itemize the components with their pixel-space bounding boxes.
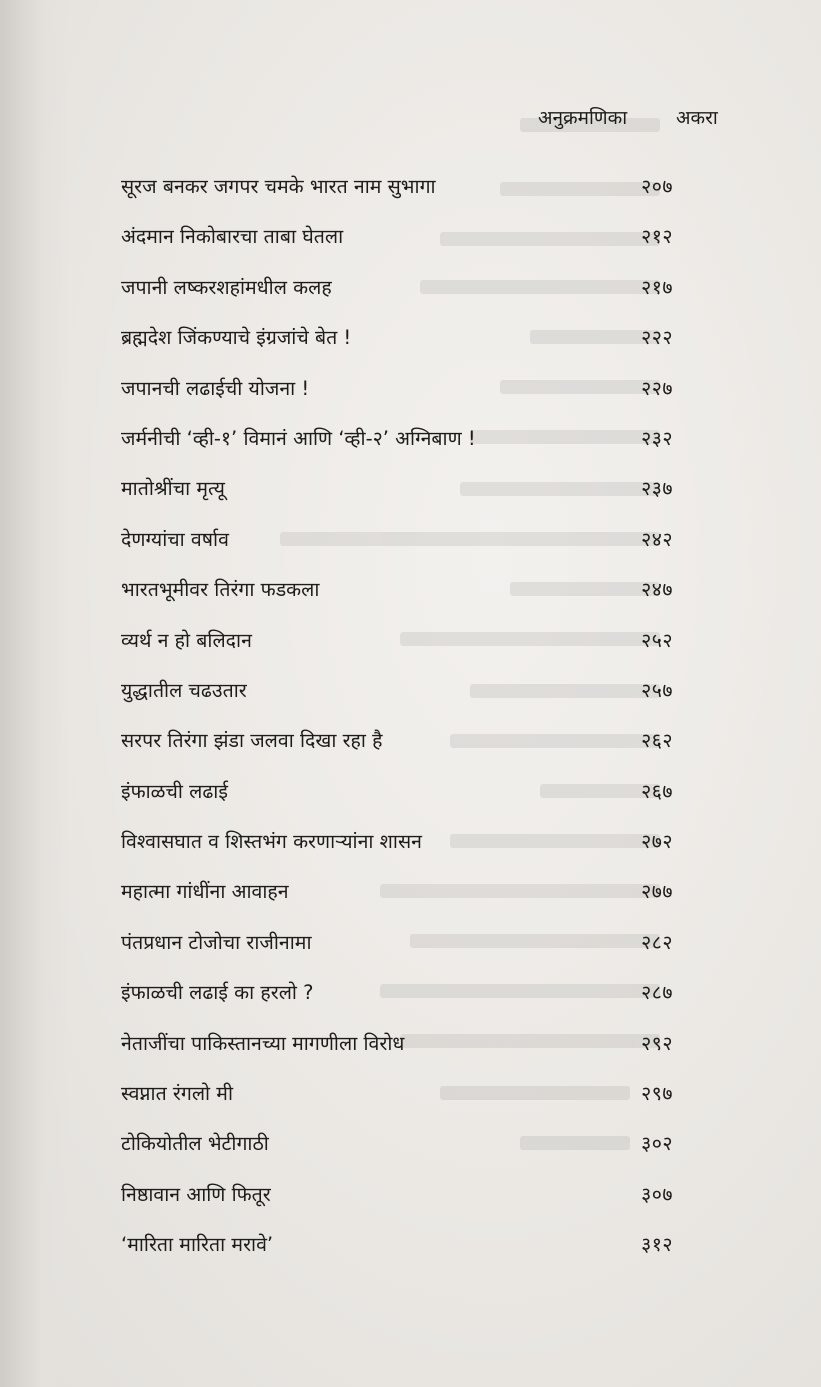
chapter-page-number: २५७ <box>641 678 673 702</box>
chapter-page-number: ३०२ <box>641 1132 673 1156</box>
page-header <box>538 104 738 134</box>
chapter-title: टोकियोतील भेटीगाठी <box>121 1132 269 1156</box>
running-title: अनुक्रमणिका <box>538 107 628 129</box>
chapter-title: पंतप्रधान टोजोचा राजीनामा <box>121 930 312 954</box>
chapter-page-number: २१२ <box>641 225 673 249</box>
chapter-page-number: २९२ <box>641 1031 673 1055</box>
chapter-page-number: २३७ <box>641 477 673 501</box>
toc-entry <box>121 273 681 323</box>
toc-entry <box>121 525 681 575</box>
chapter-page-number: ३०७ <box>641 1182 673 1206</box>
chapter-page-number: २४७ <box>641 578 673 602</box>
chapter-title: नेताजींचा पाकिस्तानच्या मागणीला विरोध <box>121 1031 405 1055</box>
chapter-title: इंफाळची लढाई का हरलो ? <box>121 981 314 1005</box>
chapter-page-number: २६२ <box>641 729 673 753</box>
chapter-title: सरपर तिरंगा झंडा जलवा दिखा रहा है <box>121 729 383 753</box>
toc-entry <box>121 474 681 524</box>
chapter-page-number: २८७ <box>641 981 673 1005</box>
chapter-page-number: २७७ <box>641 880 673 904</box>
chapter-title: व्यर्थ न हो बलिदान <box>121 628 252 652</box>
toc-entry <box>121 726 681 776</box>
chapter-page-number: २०७ <box>641 175 673 198</box>
chapter-page-number: २७२ <box>641 830 673 854</box>
chapter-title: युद्धातील चढउतार <box>121 678 247 702</box>
chapter-title: महात्मा गांधींना आवाहन <box>121 880 289 904</box>
chapter-title: मातोश्रींचा मृत्यू <box>121 477 225 501</box>
toc-entry <box>121 827 681 877</box>
toc-entry <box>121 222 681 272</box>
toc-entry <box>121 374 681 424</box>
toc-entry <box>121 1079 681 1129</box>
chapter-title: ब्रह्मदेश जिंकण्याचे इंग्रजांचे बेत ! <box>121 326 352 350</box>
chapter-page-number: २२२ <box>641 326 673 350</box>
binding-gutter-shadow <box>0 0 70 1387</box>
toc-entry <box>121 172 681 222</box>
chapter-page-number: २२७ <box>641 376 673 400</box>
chapter-page-number: २३२ <box>641 426 673 450</box>
toc-entry <box>121 928 681 978</box>
chapter-page-number: २५२ <box>641 628 673 652</box>
chapter-title: अंदमान निकोबारचा ताबा घेतला <box>121 225 344 249</box>
toc-entry <box>121 1029 681 1079</box>
chapter-page-number: २१७ <box>641 275 673 299</box>
toc-entry <box>121 323 681 373</box>
chapter-title: जर्मनीची ‘व्ही-१’ विमानं आणि ‘व्ही-२’ अग्निबाण ! <box>121 426 476 450</box>
chapter-page-number: ३१२ <box>641 1233 673 1257</box>
chapter-title: स्वप्नात रंगलो मी <box>121 1082 234 1106</box>
chapter-title: सूरज बनकर जगपर चमके भारत नाम सुभागा <box>121 175 436 198</box>
toc-entry <box>121 676 681 726</box>
toc-entry <box>121 424 681 474</box>
chapter-page-number: २४२ <box>641 527 673 551</box>
chapter-title: इंफाळची लढाई <box>121 779 228 803</box>
toc-entry <box>121 1180 681 1230</box>
toc-entry <box>121 1129 681 1179</box>
toc-entry <box>121 1230 681 1280</box>
page-number-label: अकरा <box>676 107 718 129</box>
chapter-page-number: २९७ <box>641 1082 673 1106</box>
toc-entry <box>121 777 681 827</box>
chapter-title: जपानची लढाईची योजना ! <box>121 376 310 400</box>
chapter-page-number: २६७ <box>641 779 673 803</box>
chapter-title: निष्ठावान आणि फितूर <box>121 1182 271 1206</box>
chapter-title: ‘मारिता मारिता मरावे’ <box>121 1233 274 1257</box>
toc-entry <box>121 978 681 1028</box>
table-of-contents <box>121 172 681 1281</box>
chapter-title: जपानी लष्करशहांमधील कलह <box>121 275 332 299</box>
toc-entry <box>121 626 681 676</box>
chapter-title: विश्वासघात व शिस्तभंग करणाऱ्यांना शासन <box>121 830 422 854</box>
toc-entry <box>121 877 681 927</box>
toc-entry <box>121 575 681 625</box>
chapter-title: देणग्यांचा वर्षाव <box>121 527 229 551</box>
chapter-title: भारतभूमीवर तिरंगा फडकला <box>121 578 320 602</box>
chapter-page-number: २८२ <box>641 930 673 954</box>
